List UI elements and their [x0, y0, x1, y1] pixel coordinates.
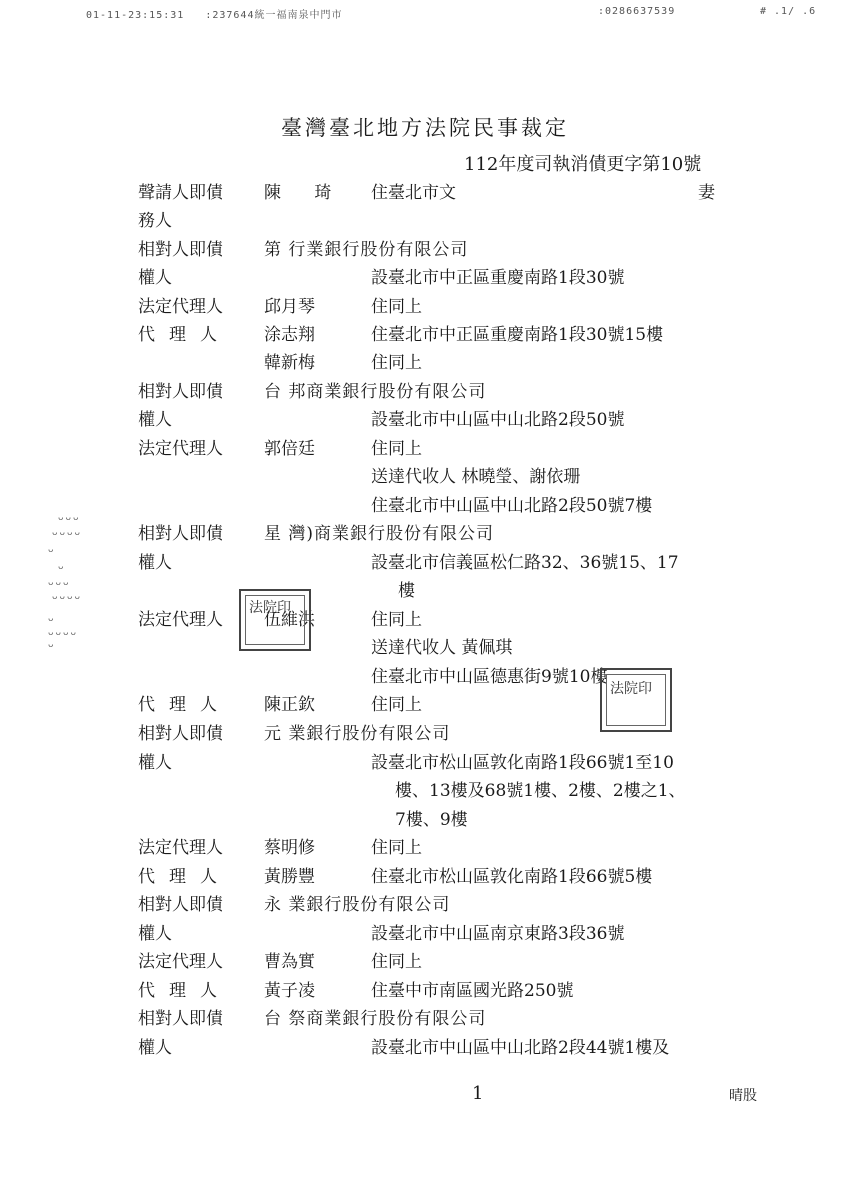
case-number: 112年度司執消債更字第10號 [464, 154, 702, 175]
party-label: 務人 [138, 211, 172, 231]
party-name: 涂志翔 [264, 325, 315, 345]
party-address: 設臺北市中山區中山北路2段50號 [371, 410, 625, 430]
party-extra: 妻 [698, 183, 715, 203]
party-label: 代理人 [138, 981, 231, 1001]
party-address: 住臺北市松山區敦化南路1段66號5樓 [371, 867, 653, 887]
service-agent: 送達代收人 黃佩琪 [371, 638, 513, 658]
party-name: 伍維洪 [264, 610, 315, 630]
binder-mark: ᴗᴗᴗᴗ [48, 628, 79, 638]
party-address-cont: 樓 [398, 581, 415, 601]
party-name: 黃子凌 [264, 981, 315, 1001]
binder-mark: ᴗ [48, 614, 56, 624]
party-address: 住同上 [371, 297, 422, 317]
party-label: 代理人 [138, 867, 231, 887]
party-address: 住臺北市文 [371, 183, 456, 203]
party-address: 住同上 [371, 838, 422, 858]
redaction-box [466, 178, 691, 206]
party-address: 設臺北市中正區重慶南路1段30號 [371, 268, 625, 288]
party-address: 住同上 [371, 695, 422, 715]
party-address: 住臺北市中山區中山北路2段50號7樓 [371, 496, 653, 516]
fax-sender: :237644統一福南泉中門市 [205, 10, 343, 21]
party-label: 代理人 [138, 695, 231, 715]
party-address: 住臺北市中正區重慶南路1段30號15樓 [371, 325, 664, 345]
fax-header-left [86, 6, 342, 21]
party-label: 相對人即債 [138, 240, 223, 260]
party-label: 法定代理人 [138, 297, 223, 317]
party-label: 法定代理人 [138, 952, 223, 972]
party-label: 相對人即債 [138, 524, 223, 544]
binder-mark: ᴗᴗᴗ [58, 513, 81, 523]
party-label: 相對人即債 [138, 895, 223, 915]
party-address: 設臺北市信義區松仁路32、36號15、17 [371, 553, 679, 573]
binder-mark: ᴗᴗᴗ [48, 578, 71, 588]
party-label: 代理人 [138, 325, 231, 345]
party-label: 權人 [138, 268, 172, 288]
party-name: 黃勝豐 [264, 867, 315, 887]
fax-page: # .1/ .6 [760, 6, 817, 17]
party-name: 邱月琴 [264, 297, 315, 317]
party-label: 權人 [138, 553, 172, 573]
party-label: 權人 [138, 1038, 172, 1058]
fax-number: :0286637539 [598, 6, 676, 17]
party-name: 曹為實 [264, 952, 315, 972]
party-address: 設臺北市松山區敦化南路1段66號1至10 [371, 753, 674, 773]
party-name: 蔡明修 [264, 838, 315, 858]
party-address: 設臺北市中山區南京東路3段36號 [371, 924, 625, 944]
party-name: 台 祭商業銀行股份有限公司 [264, 1009, 487, 1029]
binder-mark: ᴗᴗᴗᴗ [52, 592, 83, 602]
party-label: 權人 [138, 410, 172, 430]
document-title: 臺灣臺北地方法院民事裁定 [281, 116, 569, 140]
party-name: 元 業銀行股份有限公司 [264, 724, 451, 744]
party-label: 權人 [138, 753, 172, 773]
party-label: 相對人即債 [138, 724, 223, 744]
party-name: 永 業銀行股份有限公司 [264, 895, 451, 915]
court-seal-stamp [239, 589, 311, 651]
party-label: 相對人即債 [138, 1009, 223, 1029]
clerk-initials: 晴股 [729, 1088, 757, 1104]
party-label: 權人 [138, 924, 172, 944]
party-label: 法定代理人 [138, 838, 223, 858]
party-name: 台 邦商業銀行股份有限公司 [264, 382, 487, 402]
party-address: 住同上 [371, 610, 422, 630]
party-address: 住臺中市南區國光路250號 [371, 981, 574, 1001]
party-name: 陳正欽 [264, 695, 315, 715]
court-seal-stamp [600, 668, 672, 732]
party-name: 第 行業銀行股份有限公司 [264, 240, 469, 260]
service-agent: 送達代收人 林曉瑩、謝依珊 [371, 467, 581, 487]
party-address: 設臺北市中山區中山北路2段44號1樓及 [371, 1038, 670, 1058]
fax-datetime: 01-11-23:15:31 [86, 10, 185, 21]
party-address: 住同上 [371, 353, 422, 373]
party-address: 住同上 [371, 439, 422, 459]
party-name: 韓新梅 [264, 353, 315, 373]
stamp-glyphs: 法院印 [610, 681, 652, 697]
page-number: 1 [472, 1083, 484, 1104]
party-address-cont: 7樓、9樓 [395, 810, 468, 830]
binder-mark: ᴗ [48, 640, 56, 650]
binder-mark: ᴗᴗᴗᴗ [52, 528, 83, 538]
stamp-glyphs: 法院印 [249, 600, 291, 616]
party-label: 聲請人即債 [138, 183, 223, 203]
party-label: 法定代理人 [138, 439, 223, 459]
party-label: 相對人即債 [138, 382, 223, 402]
party-name: 星 灣)商業銀行股份有限公司 [264, 524, 495, 544]
party-address-cont: 樓、13樓及68號1樓、2樓、2樓之1、 [395, 781, 686, 801]
party-label: 法定代理人 [138, 610, 223, 630]
party-address: 住同上 [371, 952, 422, 972]
party-name: 陳 琦 [264, 183, 346, 203]
binder-mark: ᴗ [58, 562, 66, 572]
party-address: 住臺北市中山區德惠街9號10樓 [371, 667, 608, 687]
binder-mark: ᴗ [48, 545, 56, 555]
party-name: 郭倍廷 [264, 439, 315, 459]
